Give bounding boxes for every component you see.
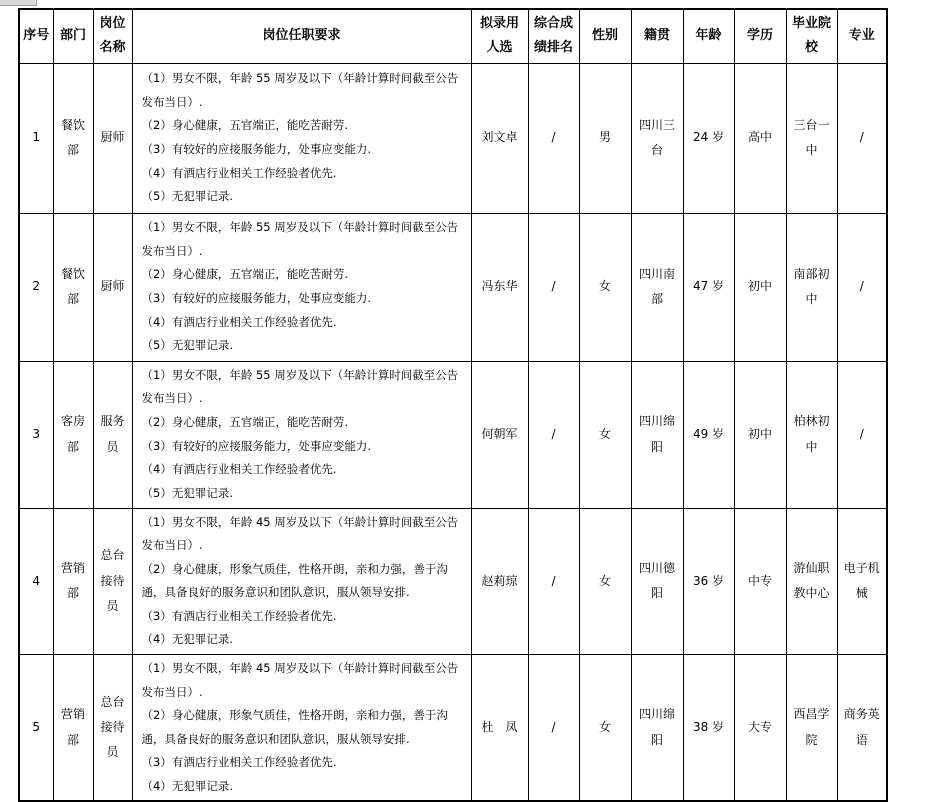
requirement-line: （1）男女不限，年龄 45 周岁及以下（年龄计算时间截至公告发布当日）. [141, 514, 459, 553]
requirement-line: （5）无犯罪记录. [141, 189, 233, 204]
cell-gender: 女 [579, 213, 631, 361]
header-dept: 部门 [53, 9, 93, 63]
cell-candidate: 赵莉琼 [471, 508, 528, 654]
requirement-line: （2）身心健康，五官端正，能吃苦耐劳. [141, 118, 348, 133]
cell-major: 商务英语 [837, 654, 887, 801]
cell-major: / [837, 361, 887, 508]
cell-education: 高中 [734, 63, 786, 213]
requirement-line: （5）无犯罪记录. [141, 485, 233, 500]
header-gender: 性别 [579, 9, 631, 63]
cell-major: / [837, 63, 887, 213]
cell-candidate: 冯东华 [471, 213, 528, 361]
requirement-line: （2）身心健康，形象气质佳，性格开朗，亲和力强，善于沟通，具备良好的服务意识和团队意识，服从领导安排. [141, 561, 448, 600]
cell-school: 游仙职教中心 [786, 508, 837, 654]
requirement-line: （3）有较好的应接服务能力，处事应变能力. [141, 291, 371, 305]
cell-school: 南部初中 [786, 213, 837, 361]
cell-position: 厨师 [93, 63, 132, 213]
requirement-line: （2）身心健康，五官端正，能吃苦耐劳. [141, 267, 348, 282]
cell-hometown: 四川绵阳 [631, 654, 683, 801]
header-major: 专业 [837, 9, 887, 63]
requirement-line: （1）男女不限，年龄 45 周岁及以下（年龄计算时间截至公告发布当日）. [141, 660, 459, 699]
cell-gender: 女 [579, 654, 631, 801]
cell-dept: 营销部 [53, 508, 93, 654]
scrollbar-fragment [0, 0, 37, 6]
cell-candidate: 刘文卓 [471, 63, 528, 213]
requirement-line: （5）无犯罪记录. [141, 338, 233, 353]
requirement-line: （2）身心健康，形象气质佳，性格开朗，亲和力强，善于沟通，具备良好的服务意识和团队意识，服从领导安排. [141, 708, 448, 746]
table-row [19, 213, 887, 361]
cell-no: 3 [19, 361, 53, 508]
cell-education: 中专 [734, 508, 786, 654]
cell-age: 47 岁 [683, 213, 734, 361]
cell-age: 49 岁 [683, 361, 734, 508]
cell-position: 厨师 [93, 213, 132, 361]
requirement-line: （4）有酒店行业相关工作经验者优先. [141, 462, 337, 477]
cell-gender: 女 [579, 508, 631, 654]
requirement-line: （2）身心健康，五官端正，能吃苦耐劳. [141, 414, 348, 429]
header-row [19, 9, 887, 63]
cell-no: 4 [19, 508, 53, 654]
table-row [19, 361, 887, 508]
cell-school: 西昌学院 [786, 654, 837, 801]
requirement-line: （3）有较好的应接服务能力，处事应变能力. [141, 142, 371, 156]
cell-gender: 男 [579, 63, 631, 213]
header-position: 岗位名称 [93, 9, 132, 63]
cell-education: 初中 [734, 361, 786, 508]
header-hometown: 籍贯 [631, 9, 683, 63]
cell-hometown: 四川绵阳 [631, 361, 683, 508]
cell-hometown: 四川南部 [631, 213, 683, 361]
cell-requirements [132, 213, 471, 361]
cell-candidate: 杜 凤 [471, 654, 528, 801]
requirement-line: （4）有酒店行业相关工作经验者优先. [141, 165, 337, 180]
cell-school: 三台一中 [786, 63, 837, 213]
cell-requirements [132, 63, 471, 213]
cell-education: 大专 [734, 654, 786, 801]
cell-position: 总台接待员 [93, 508, 132, 654]
cell-position: 总台接待员 [93, 654, 132, 801]
cell-age: 38 岁 [683, 654, 734, 801]
cell-school: 柏林初中 [786, 361, 837, 508]
header-no: 序号 [19, 9, 53, 63]
requirement-line: （3）有酒店行业相关工作经验者优先. [141, 608, 337, 623]
cell-dept: 餐饮部 [53, 213, 93, 361]
cell-rank: / [528, 361, 579, 508]
cell-hometown: 四川德阳 [631, 508, 683, 654]
cell-rank: / [528, 654, 579, 801]
cell-major: 电子机械 [837, 508, 887, 654]
header-rank: 综合成绩排名 [528, 9, 579, 63]
requirement-line: （3）有较好的应接服务能力，处事应变能力. [141, 438, 371, 453]
requirement-line: （4）无犯罪记录. [141, 778, 233, 793]
cell-rank: / [528, 63, 579, 213]
cell-rank: / [528, 508, 579, 654]
table-row [19, 63, 887, 213]
table-row [19, 654, 887, 801]
cell-hometown: 四川三台 [631, 63, 683, 213]
cell-education: 初中 [734, 213, 786, 361]
requirement-line: （4）无犯罪记录. [141, 632, 233, 647]
header-education: 学历 [734, 9, 786, 63]
header-school: 毕业院校 [786, 9, 837, 63]
cell-age: 24 岁 [683, 63, 734, 213]
cell-major: / [837, 213, 887, 361]
cell-requirements [132, 508, 471, 654]
cell-dept: 餐饮部 [53, 63, 93, 213]
cell-requirements [132, 654, 471, 801]
cell-position: 服务员 [93, 361, 132, 508]
requirement-line: （1）男女不限，年龄 55 周岁及以下（年龄计算时间截至公告发布当日）. [141, 71, 459, 109]
requirement-line: （3）有酒店行业相关工作经验者优先. [141, 755, 337, 770]
cell-no: 5 [19, 654, 53, 801]
cell-age: 36 岁 [683, 508, 734, 654]
requirement-line: （4）有酒店行业相关工作经验者优先. [141, 314, 337, 329]
recruitment-table [18, 8, 888, 802]
cell-no: 2 [19, 213, 53, 361]
requirement-line: （1）男女不限，年龄 55 周岁及以下（年龄计算时间截至公告发布当日）. [141, 367, 459, 406]
requirement-line: （1）男女不限，年龄 55 周岁及以下（年龄计算时间截至公告发布当日）. [141, 220, 459, 258]
cell-gender: 女 [579, 361, 631, 508]
cell-dept: 营销部 [53, 654, 93, 801]
cell-candidate: 何朝军 [471, 361, 528, 508]
header-candidate: 拟录用人选 [471, 9, 528, 63]
cell-dept: 客房部 [53, 361, 93, 508]
header-requirements: 岗位任职要求 [132, 9, 471, 63]
header-age: 年龄 [683, 9, 734, 63]
cell-rank: / [528, 213, 579, 361]
table-row [19, 508, 887, 654]
cell-no: 1 [19, 63, 53, 213]
cell-requirements [132, 361, 471, 508]
